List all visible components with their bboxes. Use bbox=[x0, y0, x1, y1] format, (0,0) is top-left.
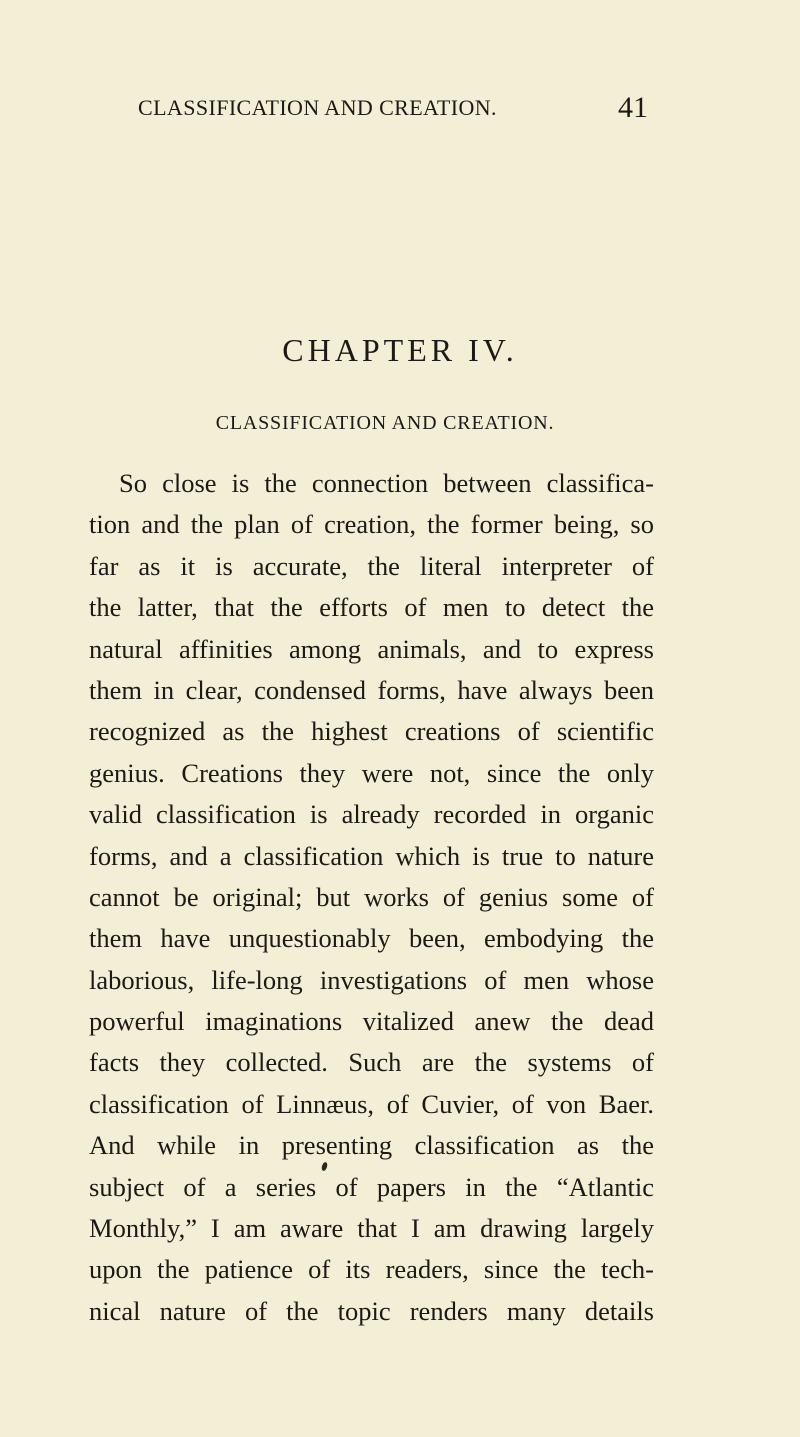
text-line: the latter, that the efforts of men to detect the bbox=[89, 592, 654, 623]
text-line: them in clear, condensed forms, have always been bbox=[89, 674, 654, 705]
text-line: genius. Creations they were not, since the only bbox=[89, 757, 654, 788]
text-line: them have unquestionably been, embodying the bbox=[89, 923, 654, 954]
text-line: upon the patience of its readers, since the tech- bbox=[89, 1254, 654, 1285]
running-header bbox=[138, 88, 648, 128]
text-line: valid classification is already recorded in organic bbox=[89, 799, 654, 830]
body-paragraph bbox=[89, 463, 654, 1332]
text-line: So close is the connection between classifica- bbox=[119, 468, 654, 498]
text-line: recognized as the highest creations of scientific bbox=[89, 716, 654, 747]
text-line: tion and the plan of creation, the former being, so bbox=[89, 509, 654, 540]
page-number: 41 bbox=[618, 91, 648, 124]
text-line: forms, and a classification which is true to nature bbox=[89, 840, 654, 871]
text-line: classification of Linnæus, of Cuvier, of von Baer. bbox=[89, 1088, 654, 1119]
text-line: far as it is accurate, the literal interpreter of bbox=[89, 550, 654, 581]
text-line: powerful imaginations vitalized anew the dead bbox=[89, 1006, 654, 1037]
running-title: CLASSIFICATION AND CREATION. bbox=[138, 95, 497, 120]
chapter-title: CHAPTER IV. bbox=[282, 332, 518, 368]
text-line: And while in presenting classification as the bbox=[89, 1130, 654, 1161]
text-line: Monthly,” I am aware that I am drawing largely bbox=[89, 1213, 654, 1244]
chapter-subtitle: CLASSIFICATION AND CREATION. bbox=[215, 412, 555, 434]
text-line: subject of a series of papers in the “Atlantic bbox=[89, 1171, 654, 1202]
text-line: cannot be original; but works of genius some of bbox=[89, 881, 654, 912]
text-line: natural affinities among animals, and to express bbox=[89, 633, 654, 664]
text-line: laborious, life-long investigations of men whose bbox=[89, 964, 654, 995]
text-line: facts they collected. Such are the systems of bbox=[89, 1047, 654, 1078]
text-line: nical nature of the topic renders many details bbox=[89, 1295, 654, 1326]
